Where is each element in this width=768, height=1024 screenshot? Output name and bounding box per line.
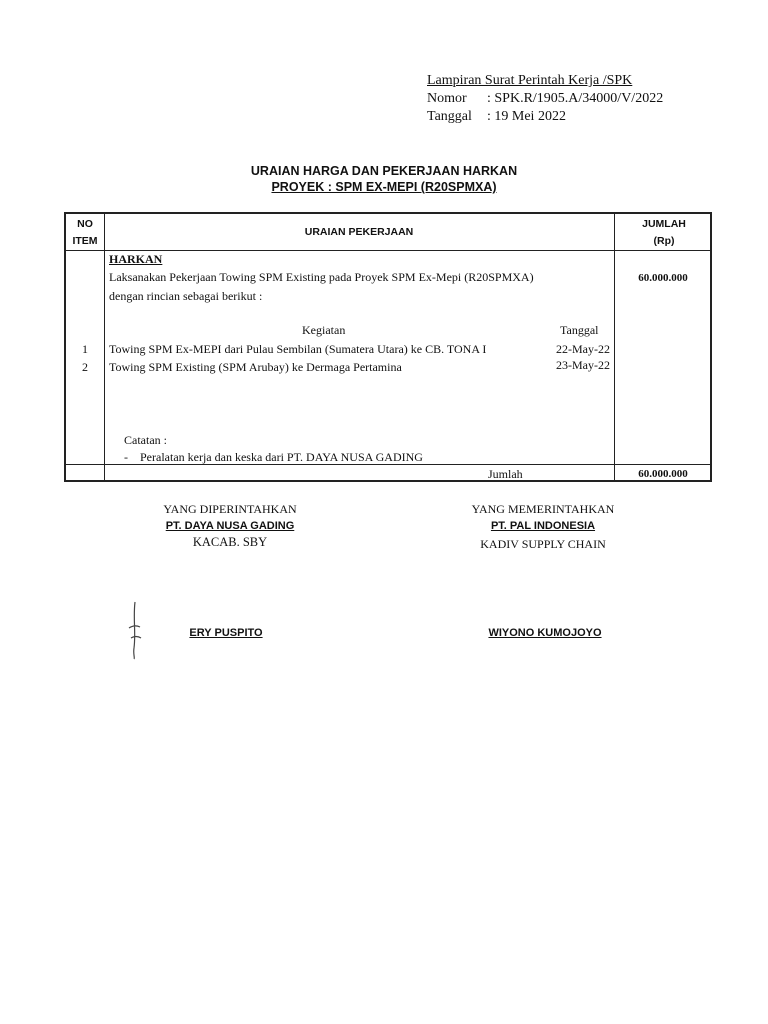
tanggal-col-label: Tanggal xyxy=(560,323,599,337)
nomor-label: Nomor xyxy=(427,91,467,106)
col-jumlah-header xyxy=(616,218,712,247)
description-line1: Laksanakan Pekerjaan Towing SPM Existing pada Proyek SPM Ex-Mepi (R20SPMXA) xyxy=(109,270,534,284)
document-title: URAIAN HARGA DAN PEKERJAAN HARKAN xyxy=(250,164,518,178)
left-position: KACAB. SBY xyxy=(192,535,268,549)
right-role: YANG MEMERINTAHKAN xyxy=(471,502,615,516)
work-table xyxy=(64,212,712,482)
col-divider xyxy=(104,214,105,480)
tanggal-row xyxy=(427,109,566,125)
catatan-label: Catatan : xyxy=(124,433,167,447)
project-title: PROYEK : SPM EX-MEPI (R20SPMXA) xyxy=(271,180,497,194)
col-jumlah-line1: JUMLAH xyxy=(642,218,686,230)
col-no-line1: NO xyxy=(77,218,93,230)
col-uraian-header: URAIAN PEKERJAAN xyxy=(304,226,414,238)
item-desc: Towing SPM Existing (SPM Arubay) ke Dermaga Pertamina xyxy=(109,360,402,374)
kegiatan-label: Kegiatan xyxy=(302,323,346,337)
col-divider xyxy=(614,214,615,480)
right-signer-name: WIYONO KUMOJOYO xyxy=(488,627,602,639)
left-signer-name: ERY PUSPITO xyxy=(189,627,263,639)
tanggal-label: Tanggal xyxy=(427,109,472,124)
total-value: 60.000.000 xyxy=(638,468,688,480)
left-role: YANG DIPERINTAHKAN xyxy=(163,502,297,516)
catatan-item: - Peralatan kerja dan keska dari PT. DAYA NUSA GADING xyxy=(124,450,423,464)
nomor-row xyxy=(427,91,663,107)
col-no-header xyxy=(66,218,104,247)
item-no: 2 xyxy=(82,360,88,374)
section-label: HARKAN xyxy=(109,252,163,266)
tanggal-value: : 19 Mei 2022 xyxy=(487,109,566,124)
item-date: 23-May-22 xyxy=(556,358,610,372)
header-divider xyxy=(66,250,710,251)
right-company: PT. PAL INDONESIA xyxy=(490,520,596,532)
nomor-value: : SPK.R/1905.A/34000/V/2022 xyxy=(487,91,664,106)
col-jumlah-line2: (Rp) xyxy=(653,235,675,247)
description-line2: dengan rincian sebagai berikut : xyxy=(109,289,263,303)
total-label: Jumlah xyxy=(488,467,523,481)
item-no: 1 xyxy=(82,342,88,356)
right-position: KADIV SUPPLY CHAIN xyxy=(480,537,606,551)
col-no-line2: ITEM xyxy=(72,235,98,247)
amount-value: 60.000.000 xyxy=(638,272,688,284)
attachment-title: Lampiran Surat Perintah Kerja /SPK xyxy=(427,73,633,88)
item-desc: Towing SPM Ex-MEPI dari Pulau Sembilan (Sumatera Utara) ke CB. TONA I xyxy=(109,342,487,356)
left-company: PT. DAYA NUSA GADING xyxy=(165,520,295,532)
item-date: 22-May-22 xyxy=(556,342,610,356)
